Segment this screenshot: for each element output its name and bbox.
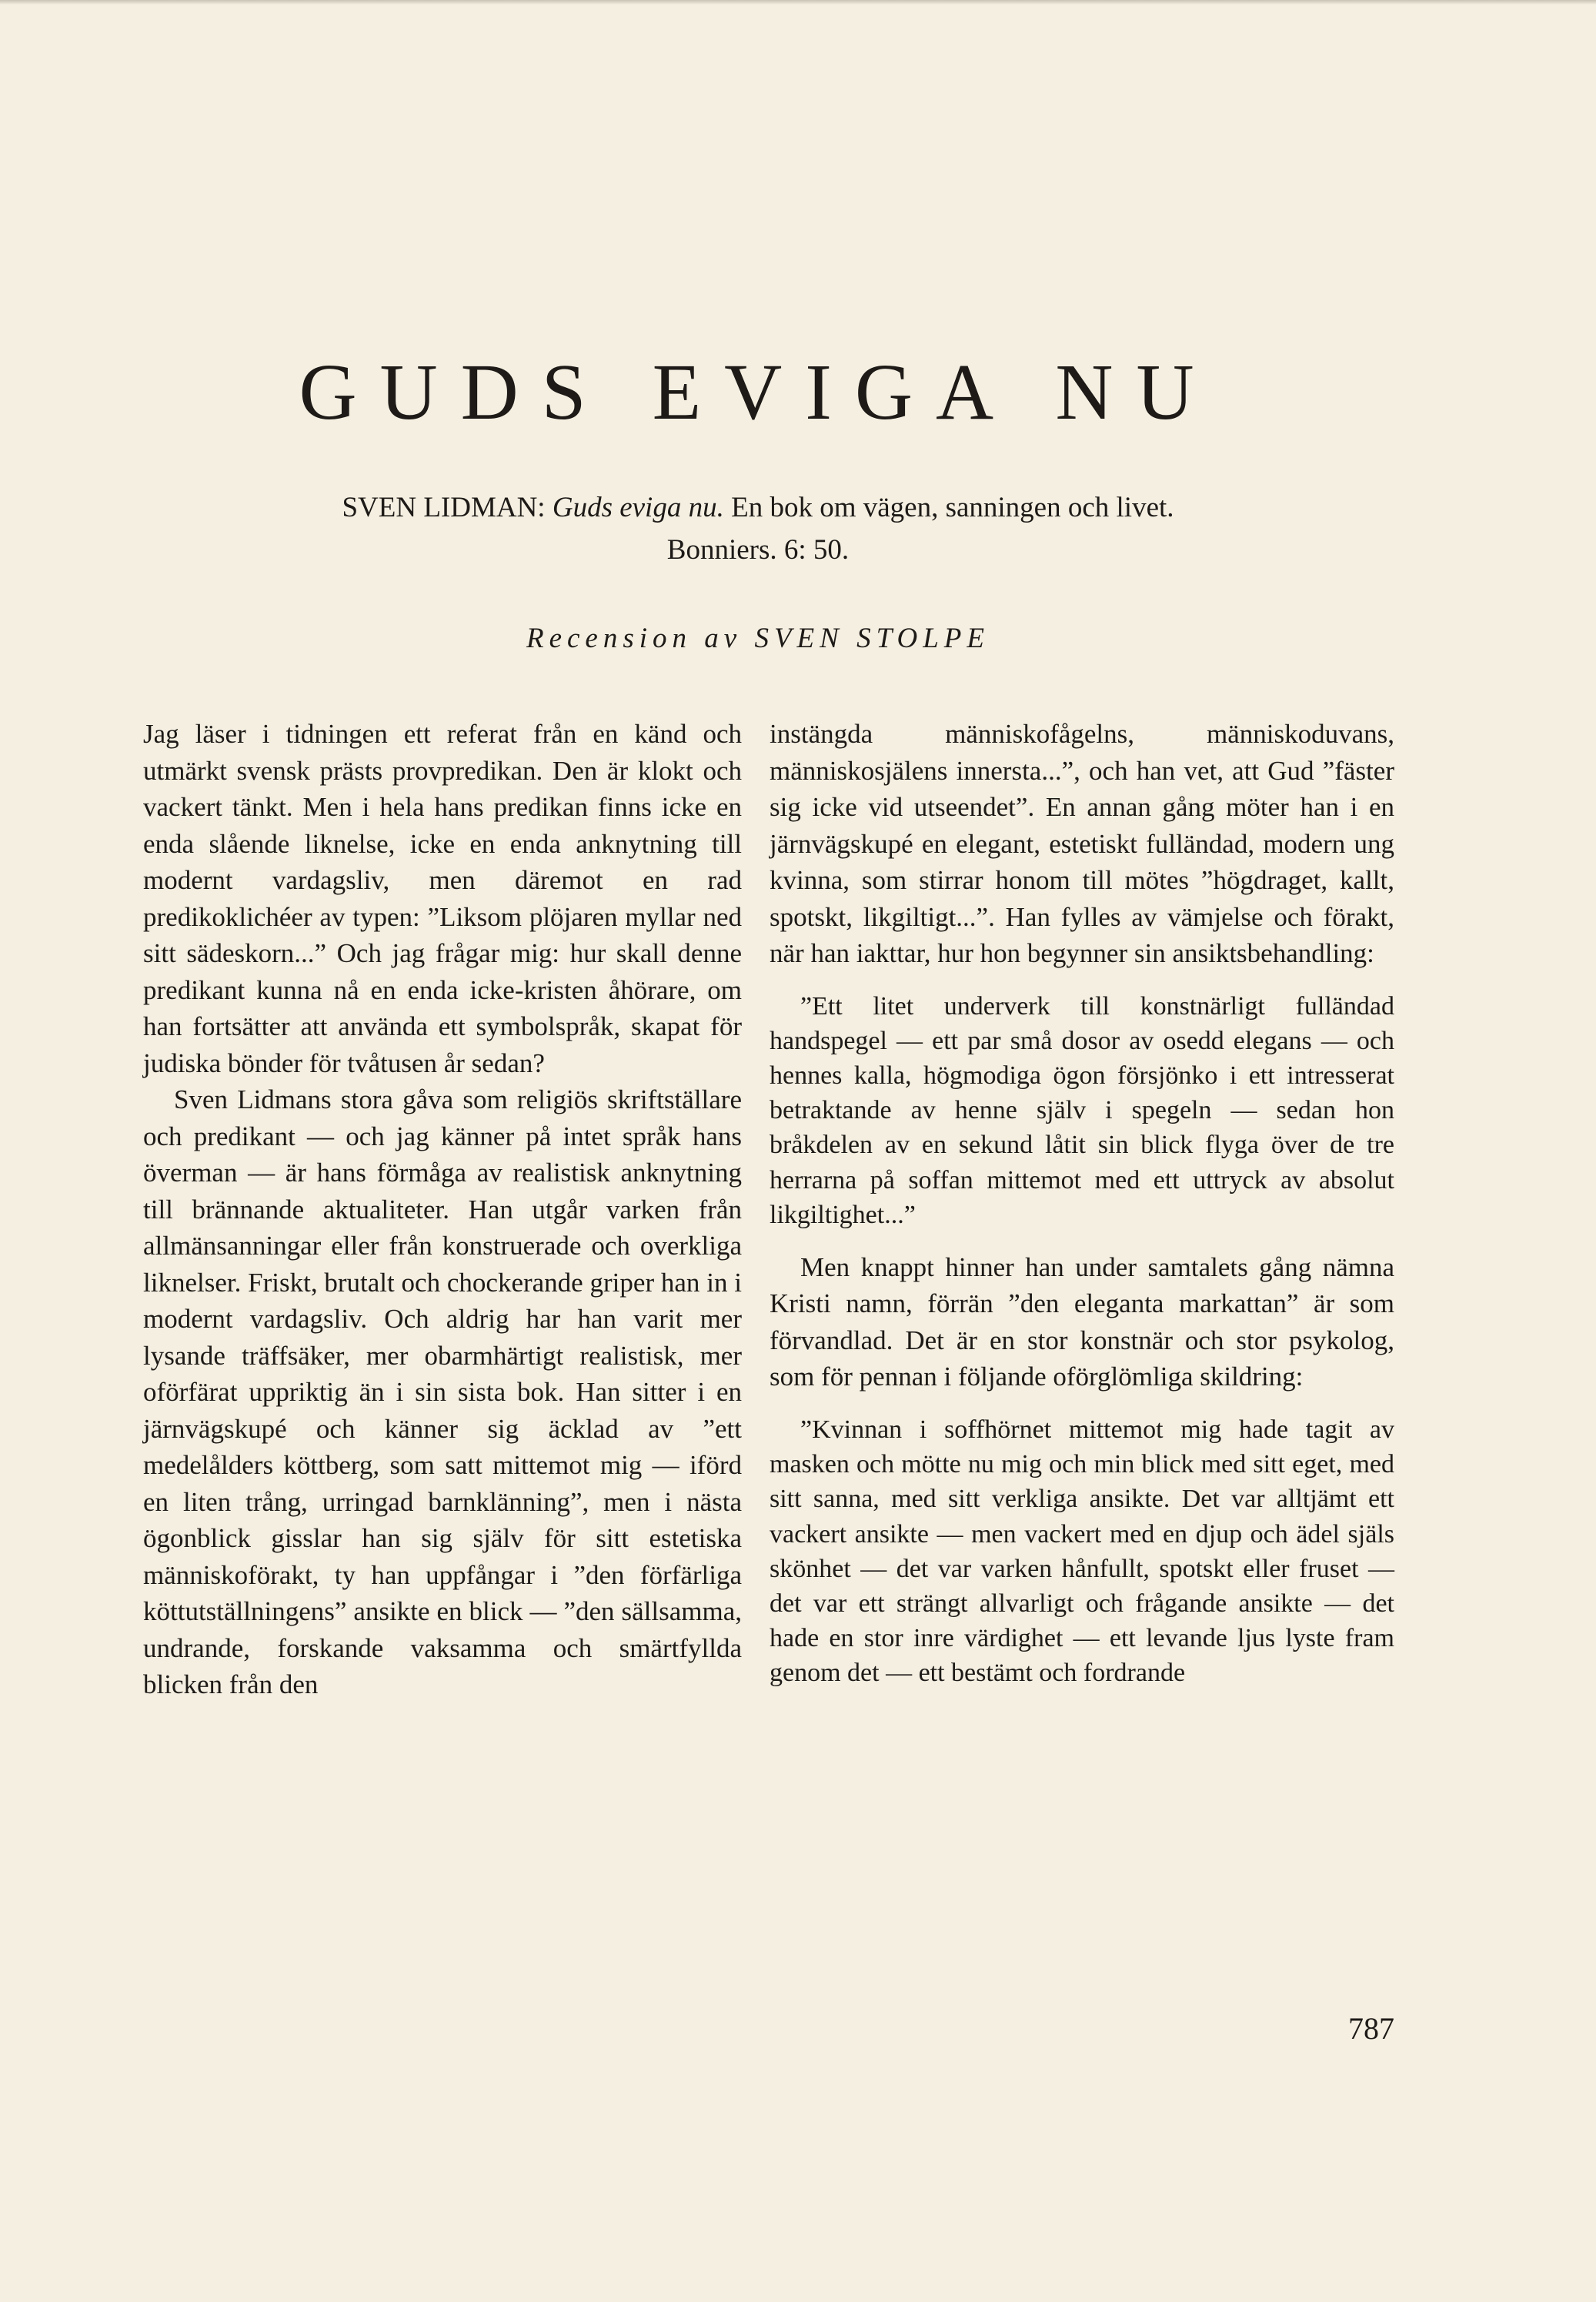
- right-column: [770, 716, 1394, 1691]
- body-paragraph: Sven Lidmans stora gåva som religiös skriftställare och predikant — och jag känner på intet språk hans överman — är hans förmåga av realistisk anknytning till brännande aktualiteter. Han utgår varken från allmänsanningar eller från konstruerade och overkliga liknelser. Friskt, brutalt och chockerande griper han in i modernt vardagsliv. Och aldrig har han varit mer lysande träffsäker, mer obarmhärtigt realistisk, mer oförfärat uppriktig än i sin sista bok. Han sitter i en järnvägskupé och känner sig äcklad av ”ett medelålders köttberg, som satt mittemot mig — iförd en liten trång, urringad barnklänning”, men i nästa ögonblick gisslar han sig själv för sitt estetiska människoförakt, ty han uppfångar i ”den förfärliga köttutställningens” ansikte en blick — ”den sällsamma, undrande, forskande vaksamma och smärtfyllda blicken från den: [143, 1084, 742, 1699]
- bib-book-title: Guds eviga nu.: [552, 492, 724, 523]
- body-paragraph: Jag läser i tidningen ett referat från en känd och utmärkt svensk prästs provpredikan. Den är klokt och vackert tänkt. Men i hela hans predikan finns icke en enda slående liknelse, icke en enda anknytning till modernt vardagsliv, men däremot en rad predikoklichéer av typen: ”Liksom plöjaren myllar ned sitt sädeskorn...” Och jag frågar mig: hur skall denne predikant kunna nå en enda icke-kristen åhörare, om han fortsätter att använda ett symbolspråk, skapat för judiska bönder för tvåtusen år sedan?: [143, 719, 742, 1078]
- left-column: [143, 716, 742, 1703]
- body-paragraph-continued: instängda människofågelns, människoduvans, människosjälens innersta...”, och han vet, att Gud ”fäster sig icke vid utseendet”. En annan gång möter han i en järnvägskupé en elegant, estetiskt fulländad, modern ung kvinna, som stirrar honom till mötes ”högdraget, kallt, spotskt, likgiltigt...”. Han fylles av vämjelse och förakt, när han iakttar, hur hon begynner sin ansiktsbehandling:: [770, 719, 1394, 968]
- bib-author: SVEN LIDMAN:: [342, 492, 546, 523]
- bib-subtitle: En bok om vägen, sanningen och livet.: [731, 492, 1174, 523]
- page-number: 787: [1348, 2011, 1394, 2046]
- block-quote: ”Kvinnan i soffhörnet mittemot mig hade tagit av masken och mötte nu mig och min blick med sitt eget, med sitt sanna, med sitt verkliga ansikte. Det var alltjämt ett vackert ansikte — men vackert med en djup och ädel själs skönhet — det var varken hånfullt, spotskt eller fruset — det var ett strängt allvarligt och frågande ansikte — det hade en stor inre värdighet — ett levande ljus lyste fram genom det — ett bestämt och fordrande: [770, 1415, 1394, 1688]
- bibliographic-line: [0, 486, 1516, 571]
- block-quote: ”Ett litet underverk till konstnärligt fulländad handspegel — ett par små dosor av osedd elegans — och hennes kalla, högmodiga ögon försjönko i ett intresserat betraktande av henne själv i spegeln — sedan hon bråkdelen av en sekund låtit sin blick flyga över de tre herrarna på soffan mittemot med ett uttryck av absolut likgiltighet...”: [770, 991, 1394, 1229]
- bib-publisher: Bonniers. 6: 50.: [666, 534, 850, 566]
- reviewer-byline: Recension av SVEN STOLPE: [526, 623, 990, 654]
- article-title: GUDS EVIGA NU: [299, 348, 1217, 436]
- page-top-edge: [0, 0, 1596, 5]
- body-paragraph: Men knappt hinner han under samtalets gång nämna Kristi namn, förrän ”den eleganta markattan” är som förvandlad. Det är en stor konstnär och stor psykolog, som för pennan i följande oförglömliga skildring:: [770, 1251, 1394, 1392]
